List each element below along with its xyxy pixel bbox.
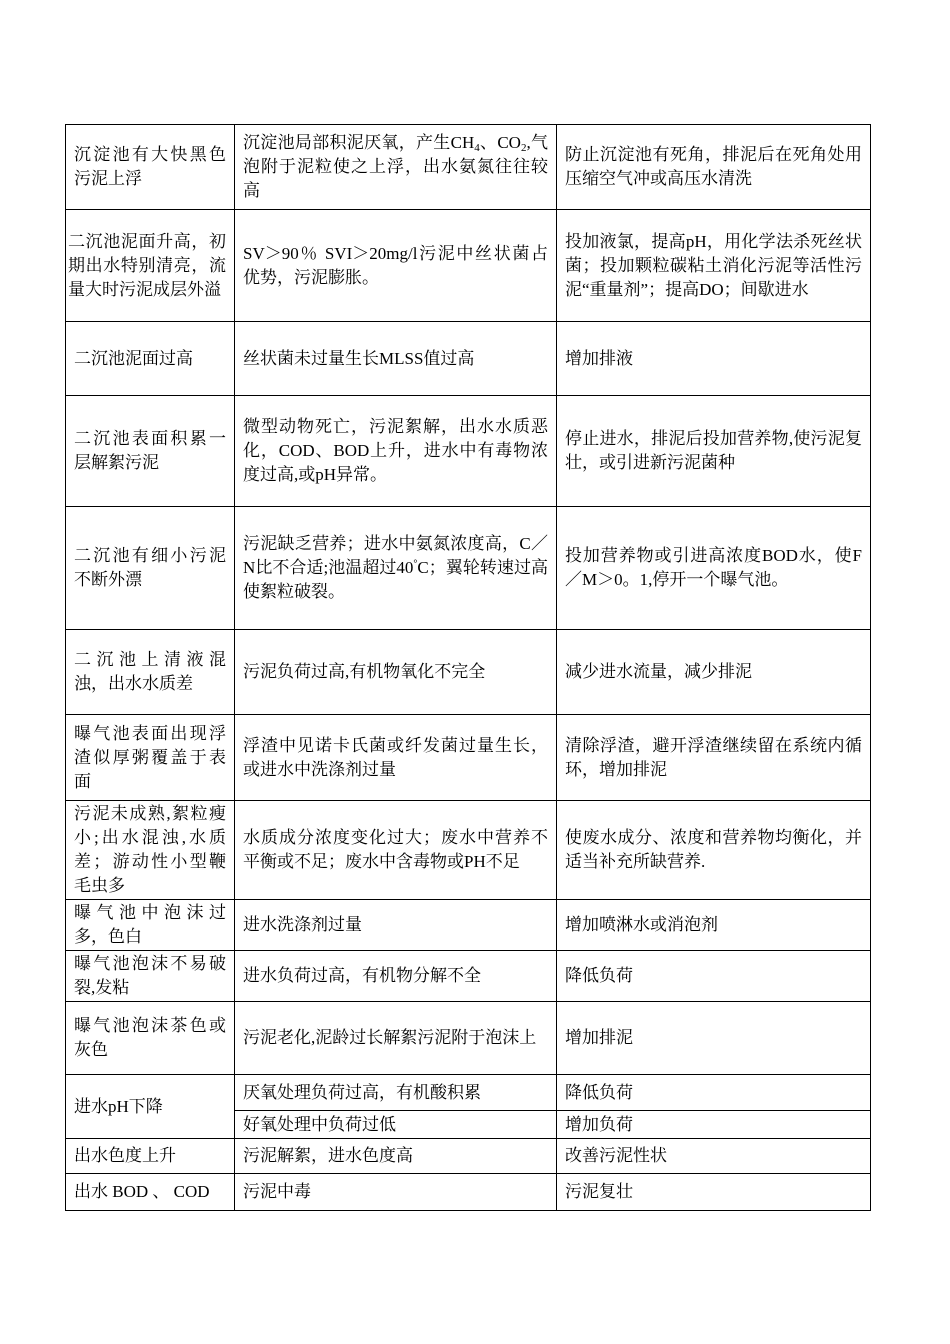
remedy-cell: 降低负荷 [557,1075,871,1111]
remedy-cell: 投加液氯，提高pH，用化学法杀死丝状菌；投加颗粒碳粘土消化污泥等活性污泥“重量剂”；提高DO；间歇进水 [557,210,871,322]
cause-cell: 污泥负荷过高,有机物氧化不完全 [235,630,557,715]
remedy-cell: 防止沉淀池有死角，排泥后在死角处用压缩空气冲或高压水清洗 [557,125,871,210]
remedy-cell: 增加排液 [557,322,871,396]
table-row [66,396,871,507]
symptom-cell: 二沉池上清液混浊，出水水质差 [66,630,235,715]
symptom-cell: 污泥未成熟,絮粒瘦小;出水混浊,水质差；游动性小型鞭毛虫多 [66,801,235,900]
symptom-cell: 二沉池有细小污泥不断外漂 [66,507,235,630]
remedy-cell: 污泥复壮 [557,1174,871,1211]
troubleshooting-table [65,124,871,1211]
table-row [66,900,871,951]
cause-cell: 进水洗涤剂过量 [235,900,557,951]
remedy-cell: 使废水成分、浓度和营养物均衡化，并适当补充所缺营养. [557,801,871,900]
remedy-cell: 增加排泥 [557,1002,871,1075]
cause-cell: 微型动物死亡，污泥絮解，出水水质恶化，COD、BOD上升，进水中有毒物浓度过高,或pH异常。 [235,396,557,507]
cause-cell: 污泥缺乏营养；进水中氨氮浓度高，C／N比不合适;池温超过40°C；翼轮转速过高使絮粒破裂。 [235,507,557,630]
remedy-cell: 清除浮渣，避开浮渣继续留在系统内循环，增加排泥 [557,715,871,801]
symptom-cell: 二沉池表面积累一层解絮污泥 [66,396,235,507]
symptom-cell: 进水pH下降 [66,1075,235,1139]
table-row [66,715,871,801]
symptom-cell: 出水 BOD 、 COD [66,1174,235,1211]
cause-cell: 厌氧处理负荷过高，有机酸积累 [235,1075,557,1111]
symptom-cell: 曝气池中泡沫过多，色白 [66,900,235,951]
remedy-cell: 增加负荷 [557,1111,871,1139]
symptom-cell: 沉淀池有大快黑色污泥上浮 [66,125,235,210]
remedy-cell: 降低负荷 [557,951,871,1002]
cause-cell: SV＞90％ SVI＞20mg/l污泥中丝状菌占优势，污泥膨胀。 [235,210,557,322]
table-row [66,951,871,1002]
table-row [66,801,871,900]
symptom-cell: 二沉池泥面过高 [66,322,235,396]
table-row [66,125,871,210]
remedy-cell: 减少进水流量，减少排泥 [557,630,871,715]
symptom-cell: 二沉池泥面升高，初期出水特别清亮，流量大时污泥成层外溢 [66,210,235,322]
cause-cell: 污泥解絮，进水色度高 [235,1139,557,1174]
table-row [66,1002,871,1075]
cause-cell: 污泥老化,泥龄过长解絮污泥附于泡沫上 [235,1002,557,1075]
table-row [66,630,871,715]
symptom-cell: 曝气池泡沫茶色或灰色 [66,1002,235,1075]
cause-cell: 进水负荷过高，有机物分解不全 [235,951,557,1002]
symptom-cell: 曝气池泡沫不易破裂,发粘 [66,951,235,1002]
cause-cell: 好氧处理中负荷过低 [235,1111,557,1139]
symptom-cell: 曝气池表面出现浮渣似厚粥覆盖于表面 [66,715,235,801]
cause-cell: 水质成分浓度变化过大；废水中营养不平衡或不足；废水中含毒物或PH不足 [235,801,557,900]
table-row [66,507,871,630]
cause-cell: 污泥中毒 [235,1174,557,1211]
cause-cell: 沉淀池局部积泥厌氧，产生$CH_4$、$CO_2$,气泡附于泥粒使之上浮，出水氨氮往往较高 [235,125,557,210]
cause-cell: 浮渣中见诺卡氏菌或纤发菌过量生长，或进水中洗涤剂过量 [235,715,557,801]
remedy-cell: 停止进水，排泥后投加营养物,使污泥复壮，或引进新污泥菌种 [557,396,871,507]
cause-cell: 丝状菌未过量生长MLSS值过高 [235,322,557,396]
table-row [66,1075,871,1111]
table-row [66,322,871,396]
table-row [66,1139,871,1174]
table-row [66,1174,871,1211]
remedy-cell: 投加营养物或引进高浓度BOD水，使F／M＞0。1,停开一个曝气池。 [557,507,871,630]
remedy-cell: 增加喷淋水或消泡剂 [557,900,871,951]
remedy-cell: 改善污泥性状 [557,1139,871,1174]
symptom-cell: 出水色度上升 [66,1139,235,1174]
table-row [66,210,871,322]
